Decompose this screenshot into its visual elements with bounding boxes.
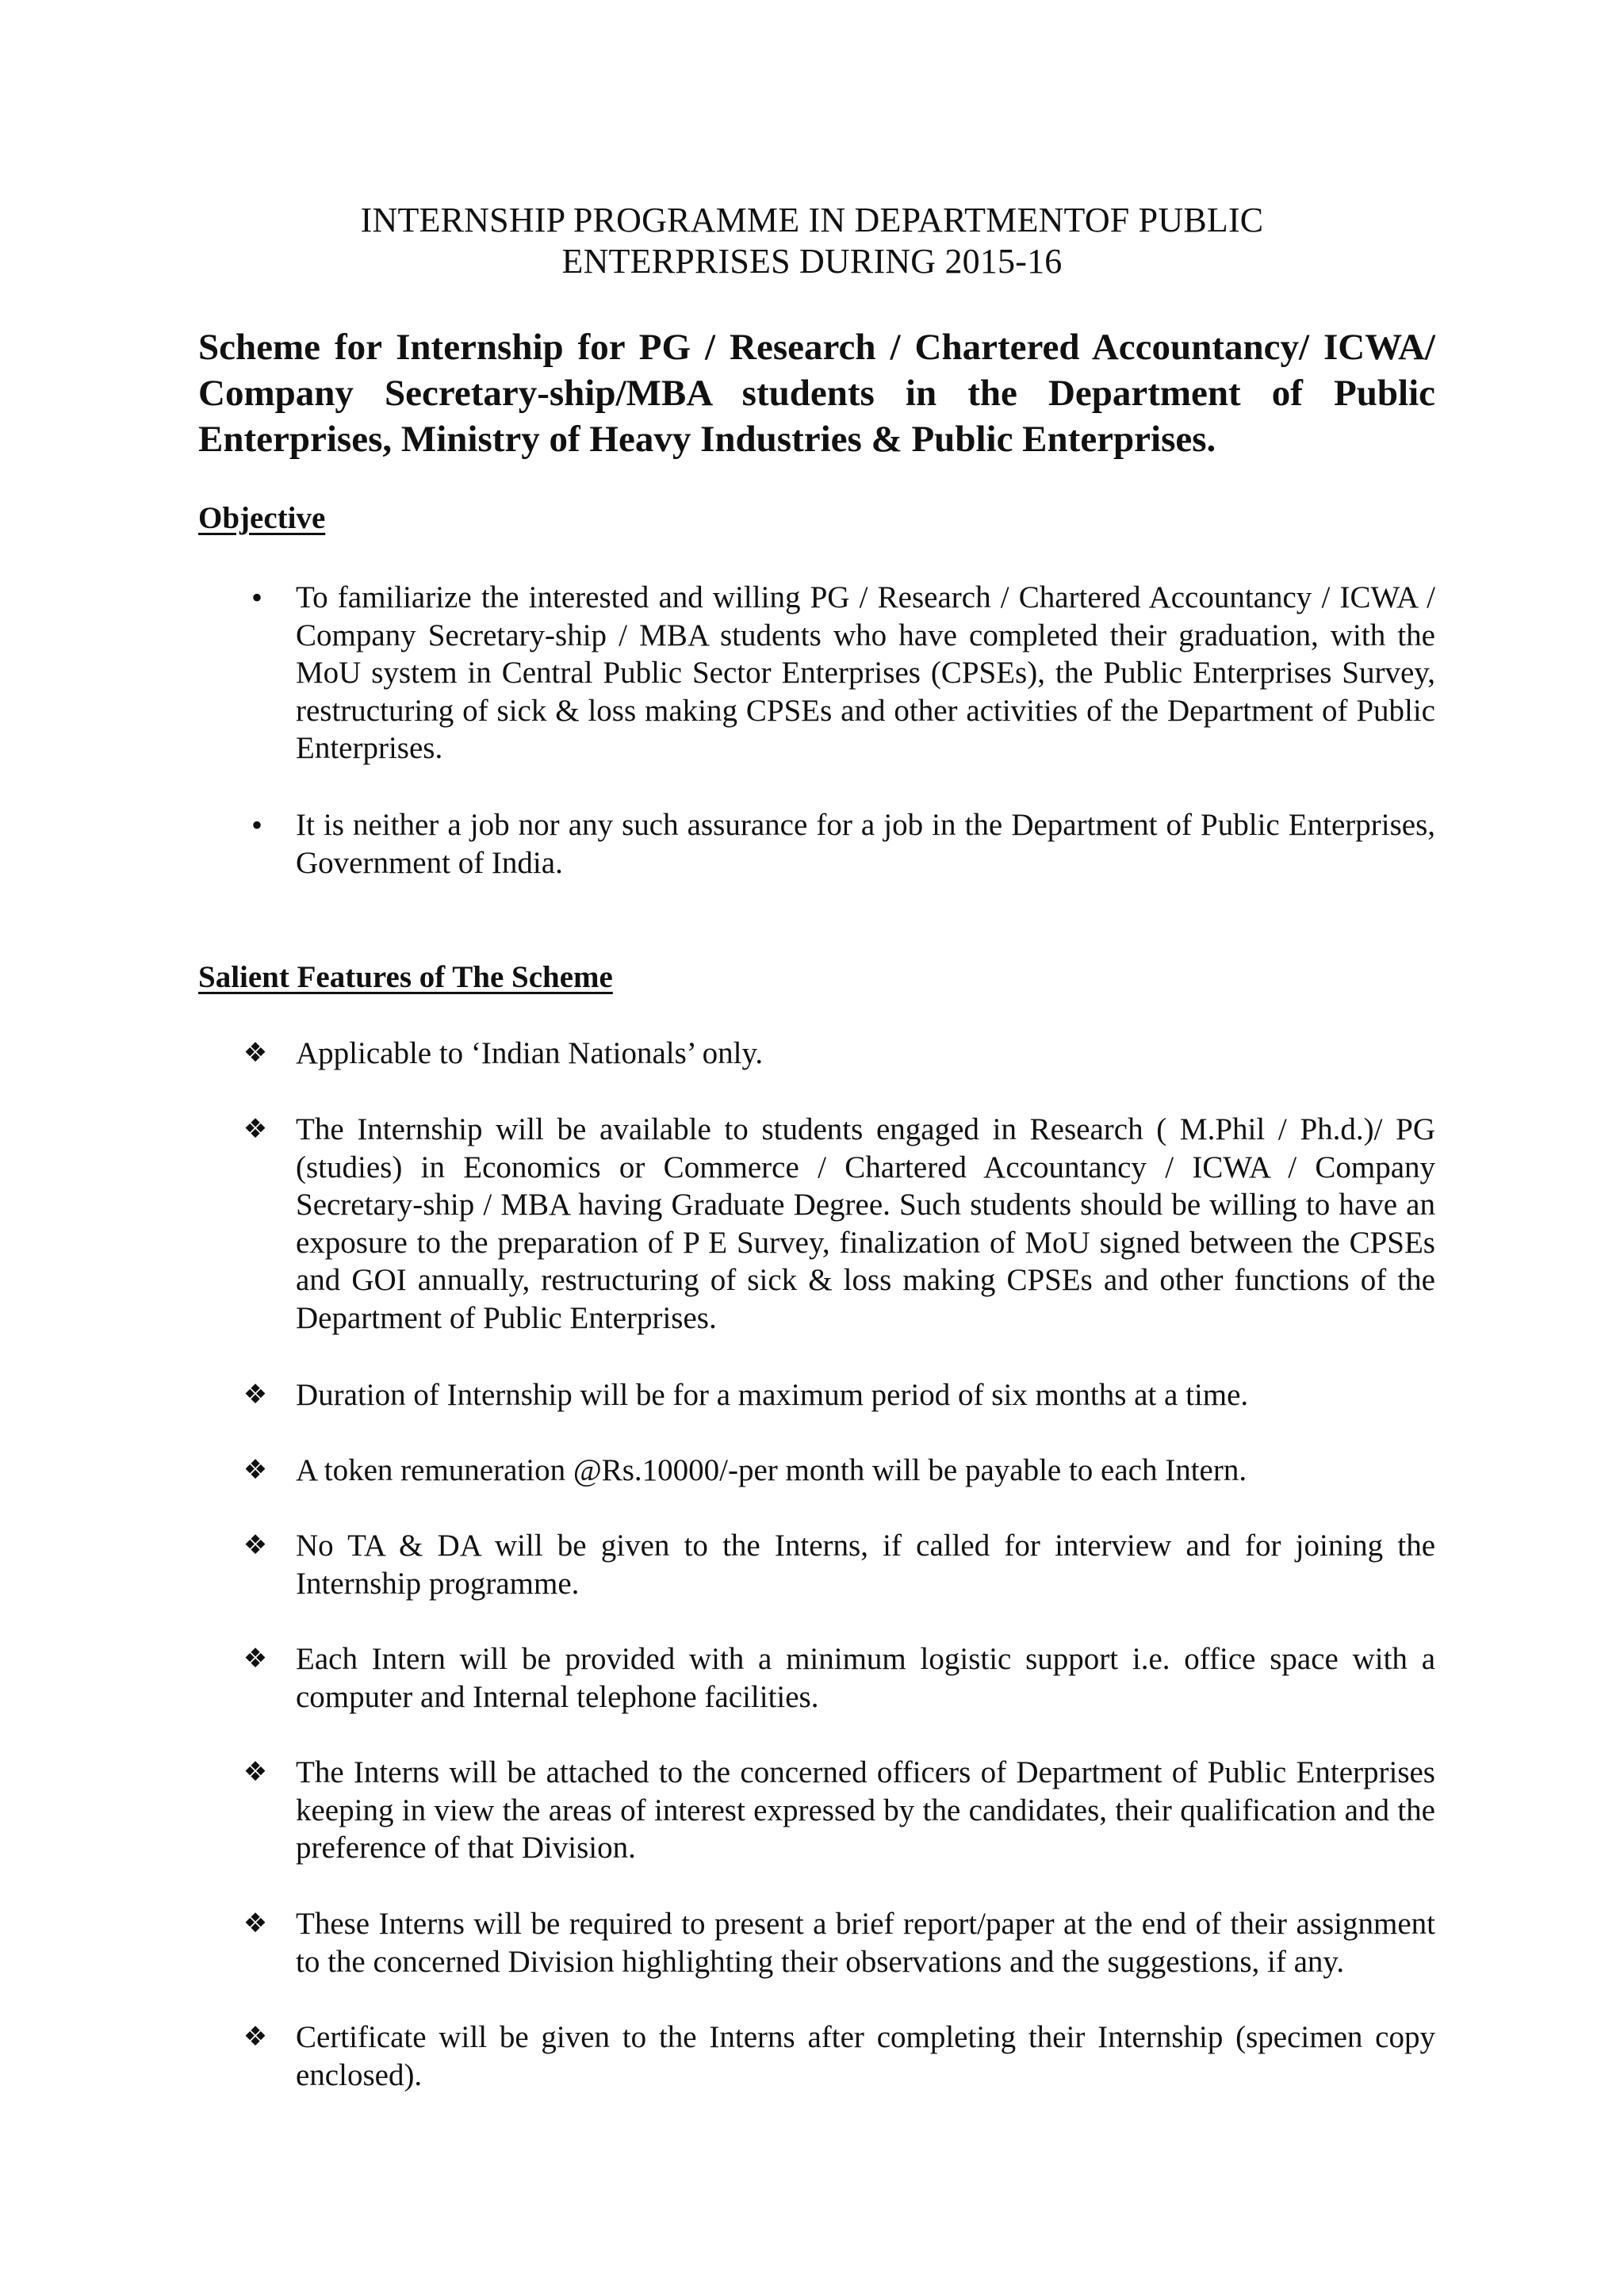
feature-item-text: The Interns will be attached to the concerned officers of Department of Public Enterprises keeping in view the areas of interest expressed by the candidates, their qualification and the preference of that Division. xyxy=(296,1755,1435,1865)
feature-item-text: Each Intern will be provided with a minimum logistic support i.e. office space with a computer and Internal telephone facilities. xyxy=(296,1642,1435,1714)
feature-item-text: Certificate will be given to the Interns after completing their Internship (specimen copy enclosed). xyxy=(296,2020,1435,2092)
four-diamond-icon: ❖ xyxy=(243,1113,268,1145)
four-diamond-icon: ❖ xyxy=(243,1756,268,1788)
four-diamond-icon: ❖ xyxy=(243,1454,268,1486)
scheme-title-line-2: Company Secretary-ship/MBA students in the Department of Public xyxy=(198,373,1435,414)
objective-item-text: To familiarize the interested and willing PG / Research / Chartered Accountancy / ICWA / Company Secretary-ship / MBA students who have completed their graduation, with the MoU system in Central Public Sector Enterprises (CPSEs), the Public Enterprises Survey, restructuring of sick & loss making CPSEs and other activities of the Department of Public Enterprises. xyxy=(296,580,1435,765)
scheme-title-line-3: Enterprises, Ministry of Heavy Industries & Public Enterprises. xyxy=(198,419,1216,460)
scheme-title xyxy=(198,324,1435,462)
bullet-icon: • xyxy=(251,580,262,615)
feature-item-text: No TA & DA will be given to the Interns, if called for interview and for joining the Internship programme. xyxy=(296,1529,1435,1601)
document-heading-line-1: INTERNSHIP PROGRAMME IN DEPARTMENTOF PUBLIC xyxy=(360,201,1264,239)
bullet-icon: • xyxy=(251,807,262,843)
objective-item-text: It is neither a job nor any such assurance for a job in the Department of Public Enterprises, Government of India. xyxy=(296,808,1435,880)
four-diamond-icon: ❖ xyxy=(243,1037,268,1069)
four-diamond-icon: ❖ xyxy=(243,2021,268,2053)
four-diamond-icon: ❖ xyxy=(243,1379,268,1410)
four-diamond-icon: ❖ xyxy=(243,1529,268,1561)
four-diamond-icon: ❖ xyxy=(243,1908,268,1939)
salient-features-heading: Salient Features of The Scheme xyxy=(198,960,613,994)
feature-item-text: A token remuneration @Rs.10000/-per month will be payable to each Intern. xyxy=(296,1453,1247,1487)
feature-item-text: Applicable to ‘Indian Nationals’ only. xyxy=(296,1036,764,1070)
document-heading-line-2: ENTERPRISES DURING 2015-16 xyxy=(561,242,1063,281)
feature-item-text: Duration of Internship will be for a maximum period of six months at a time. xyxy=(296,1378,1249,1412)
scheme-title-line-1: Scheme for Internship for PG / Research / Chartered Accountancy/ ICWA/ xyxy=(198,327,1435,368)
feature-item-text: The Internship will be available to students engaged in Research ( M.Phil / Ph.d.)/ PG (studies) in Economics or Commerce / Chartered Accountancy / ICWA / Company Secretary-ship / MBA having Graduate Degree. Such students should be willing to have an exposure to the preparation of P E Survey, finalization of MoU signed between the CPSEs and GOI annually, restructuring of sick & loss making CPSEs and other functions of the Department of Public Enterprises. xyxy=(296,1112,1435,1335)
objective-heading: Objective xyxy=(198,501,326,535)
feature-item-text: These Interns will be required to present a brief report/paper at the end of their assignment to the concerned Division highlighting their observations and the suggestions, if any. xyxy=(296,1907,1435,1979)
four-diamond-icon: ❖ xyxy=(243,1643,268,1674)
